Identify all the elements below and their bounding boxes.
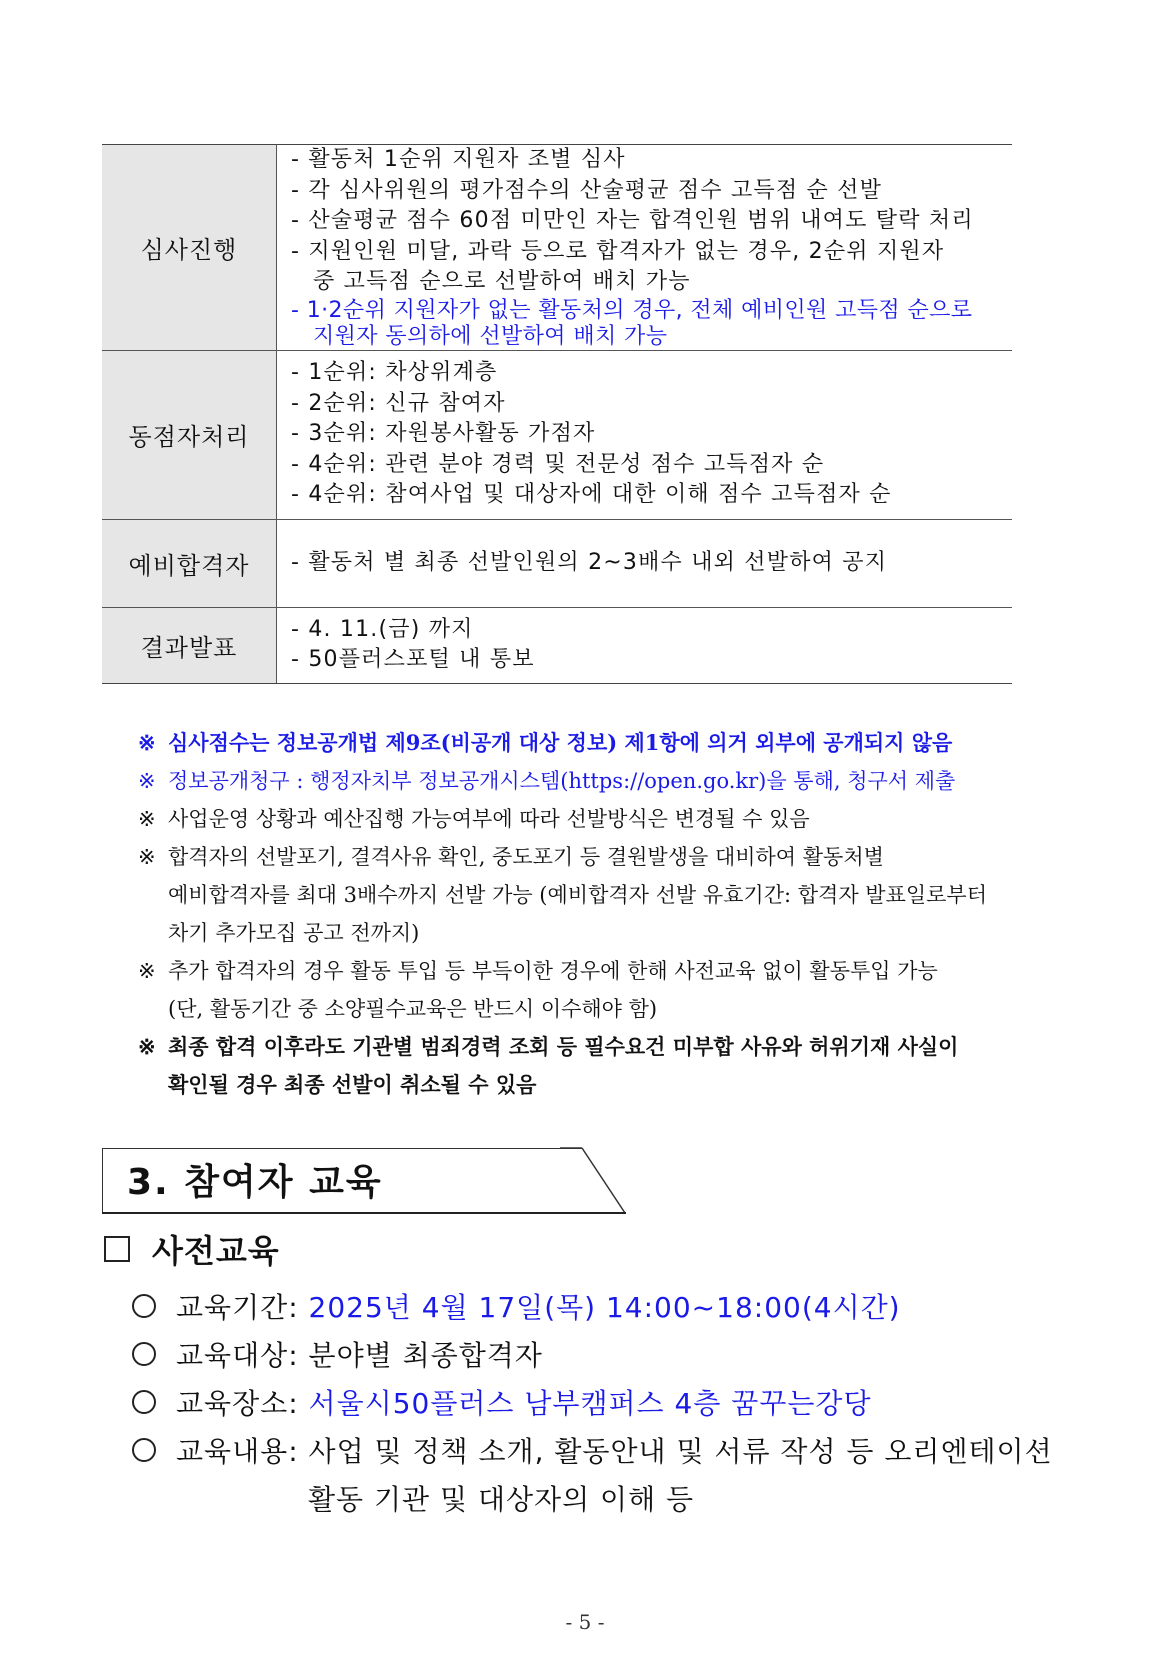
education-place-value: 서울시50플러스 남부캠퍼스 4층 꿈꾸는강당 (308, 1387, 872, 1420)
education-place-label: 교육장소: (176, 1387, 299, 1420)
note-item: ※ 최종 합격 이후라도 기관별 범죄경력 조회 등 필수요건 미부합 사유와 허위기재 사실이 (138, 1028, 1078, 1066)
section-underline (102, 1212, 626, 1214)
list-item: - 3순위: 자원봉사활동 가점자 (291, 421, 596, 447)
square-bullet-icon (104, 1236, 130, 1262)
circle-bullet-icon (132, 1438, 156, 1462)
table-row (102, 145, 1012, 351)
list-item: - 활동처 1순위 지원자 조별 심사 (291, 147, 626, 172)
row-body-review (277, 145, 1013, 351)
note-item-continued: 예비합격자를 최대 3배수까지 선발 가능 (예비합격자 선발 유효기간: 합격자 발표일로부터 (168, 883, 987, 907)
list-item: - 활동처 별 최종 선발인원의 2~3배수 내외 선발하여 공지 (291, 549, 888, 575)
table-row (102, 607, 1012, 683)
list-item-highlight: 지원자 동의하에 선발하여 배치 가능 (313, 323, 668, 349)
note-item-continued: (단, 활동기간 중 소양필수교육은 반드시 이수해야 함) (168, 997, 658, 1021)
list-item-highlight: - 1·2순위 지원자가 없는 활동처의 경우, 전체 예비인원 고득점 순으로 (291, 297, 973, 323)
list-item: - 4순위: 참여사업 및 대상자에 대한 이해 점수 고득점자 순 (291, 482, 892, 508)
notes (138, 724, 1078, 1104)
education-content-value: 사업 및 정책 소개, 활동안내 및 서류 작성 등 오리엔테이션 (308, 1435, 1053, 1468)
table-row (102, 519, 1012, 607)
page-number: - 5 - (565, 1610, 605, 1634)
education-period (132, 1286, 901, 1326)
circle-bullet-icon (132, 1294, 156, 1318)
education-target (132, 1334, 543, 1374)
circle-bullet-icon (132, 1390, 156, 1414)
list-item: - 50플러스포털 내 통보 (291, 647, 535, 672)
education-place (132, 1382, 872, 1422)
education-content-value-2: 활동 기관 및 대상자의 이해 등 (308, 1483, 695, 1516)
note-item: ※ 추가 합격자의 경우 활동 투입 등 부득이한 경우에 한해 사전교육 없이 활동투입 가능 (138, 952, 1078, 990)
reference-mark-icon: ※ (138, 845, 156, 869)
education-content-label: 교육내용: (176, 1435, 299, 1468)
education-content-continued (308, 1478, 694, 1518)
note-item-continued: 차기 추가모집 공고 전까지) (168, 921, 420, 945)
list-item: - 산술평균 점수 60점 미만인 자는 합격인원 범위 내여도 탈락 처리 (291, 208, 974, 233)
reference-mark-icon: ※ (138, 730, 156, 755)
education-target-value: 분야별 최종합격자 (308, 1339, 543, 1372)
list-item: - 각 심사위원의 평가점수의 산술평균 점수 고득점 순 선발 (291, 177, 883, 203)
list-item: - 2순위: 신규 참여자 (291, 390, 506, 416)
list-item: - 지원인원 미달, 과락 등으로 합격자가 없는 경우, 2순위 지원자 (291, 238, 945, 264)
table-row (102, 350, 1012, 519)
row-header-review: 심사진행 (102, 145, 277, 351)
note-item: ※ 합격자의 선발포기, 결격사유 확인, 중도포기 등 결원발생을 대비하여 활동처별 (138, 838, 1078, 876)
list-item: - 4. 11.(금) 까지 (291, 616, 474, 642)
note-item: ※ 사업운영 상황과 예산집행 가능여부에 따라 선발방식은 변경될 수 있음 (138, 800, 1078, 838)
review-table (102, 144, 1012, 684)
education-target-label: 교육대상: (176, 1339, 299, 1372)
circle-bullet-icon (132, 1342, 156, 1366)
reference-mark-icon: ※ (138, 959, 156, 983)
reference-mark-icon: ※ (138, 1034, 156, 1059)
row-body-reserve (277, 519, 1013, 607)
row-header-reserve: 예비합격자 (102, 519, 277, 607)
row-header-tie: 동점자처리 (102, 350, 277, 519)
list-item: 중 고득점 순으로 선발하여 배치 가능 (313, 269, 691, 294)
education-period-value: 2025년 4월 17일(목) 14:00~18:00(4시간) (308, 1291, 901, 1324)
list-item: - 4순위: 관련 분야 경력 및 전문성 점수 고득점자 순 (291, 451, 825, 477)
reference-mark-icon: ※ (138, 769, 156, 793)
subsection-heading (104, 1226, 280, 1272)
row-header-result: 결과발표 (102, 607, 277, 683)
section-title-corner (560, 1147, 630, 1217)
note-item-continued: 확인될 경우 최종 선발이 취소될 수 있음 (168, 1072, 537, 1097)
subsection-title: 사전교육 (152, 1232, 280, 1270)
section-title: 3. 참여자 교육 (127, 1162, 383, 1203)
education-period-label: 교육기간: (176, 1291, 299, 1324)
note-item: ※ 심사점수는 정보공개법 제9조(비공개 대상 정보) 제1항에 의거 외부에 공개되지 않음 (138, 724, 1078, 762)
row-body-result (277, 607, 1013, 683)
row-body-tie (277, 350, 1013, 519)
note-item: ※ 정보공개청구 : 행정자치부 정보공개시스템(https://open.go.kr)을 통해, 청구서 제출 (138, 762, 1078, 800)
list-item: - 1순위: 차상위계층 (291, 360, 498, 386)
education-content (132, 1430, 1053, 1470)
reference-mark-icon: ※ (138, 807, 156, 831)
